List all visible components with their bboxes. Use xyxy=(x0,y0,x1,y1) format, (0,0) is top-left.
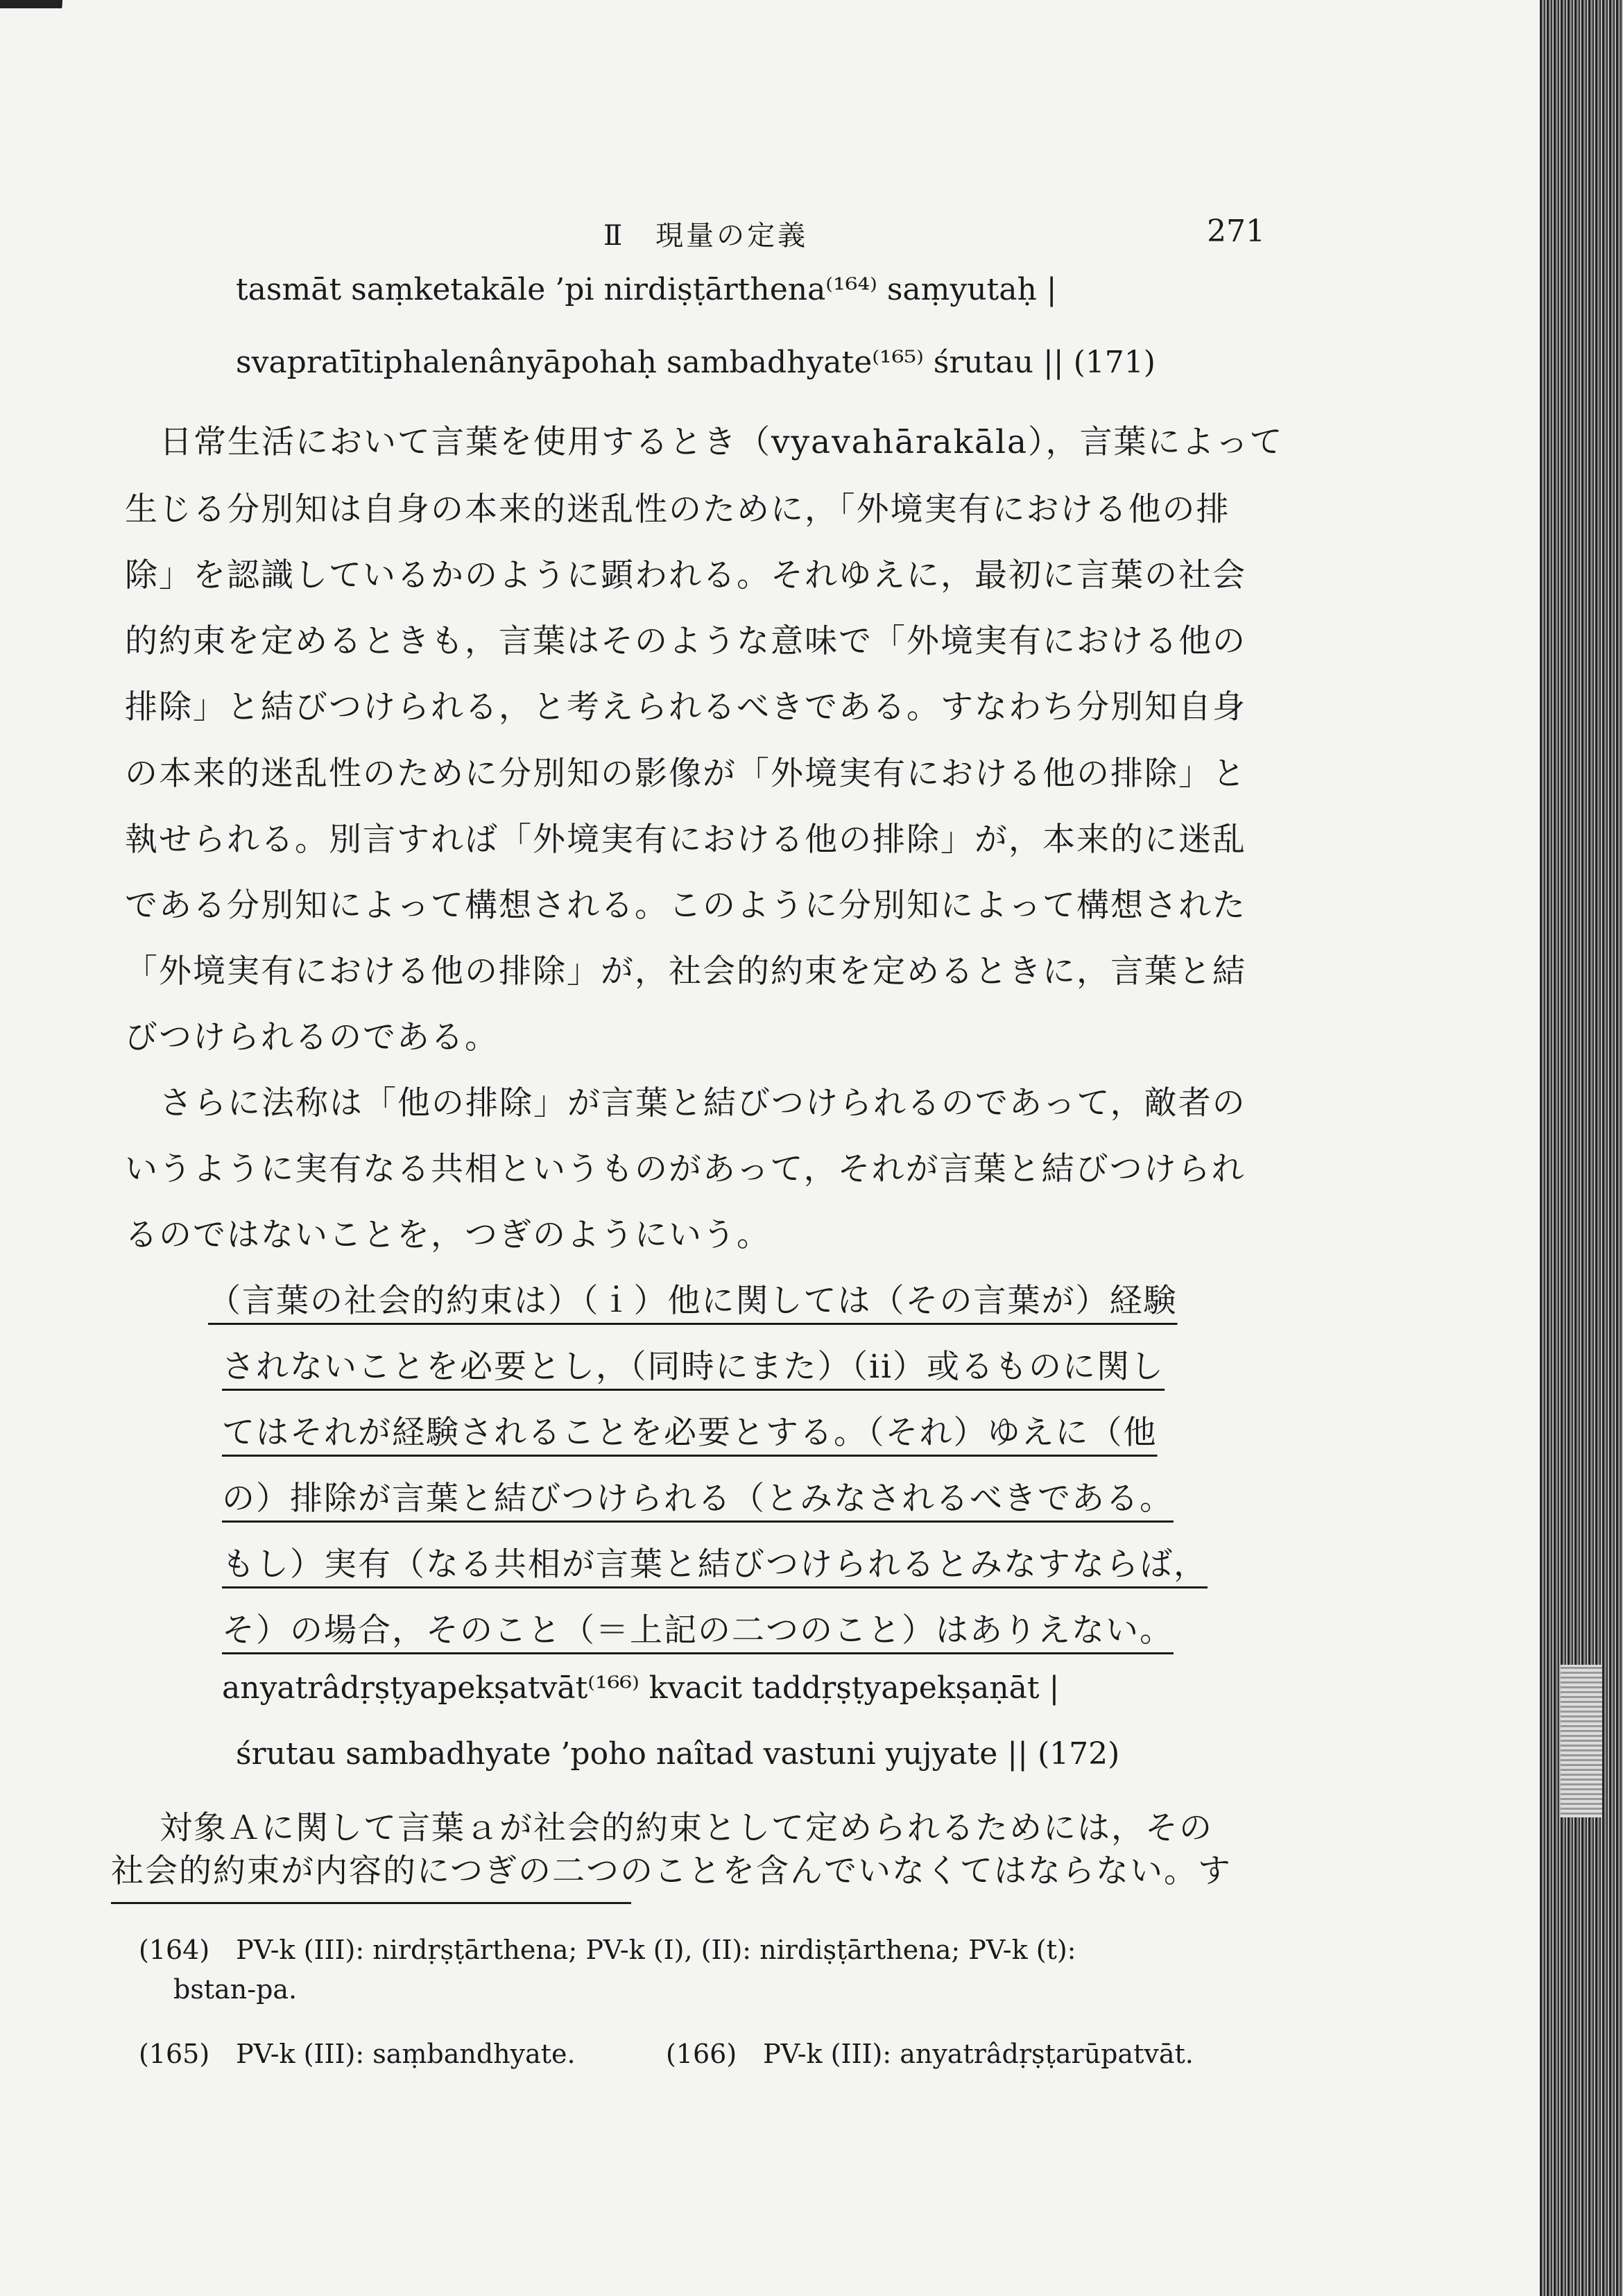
paragraph-line: びつけられるのである。 xyxy=(125,1018,499,1056)
chapter-title: Ⅱ 現量の定義 xyxy=(603,220,809,252)
quote-line: そ）の場合，そのこと（＝上記の二つのこと）はありえない。 xyxy=(222,1611,1174,1650)
paragraph-line: の本来的迷乱性のために分別知の影像が「外境実有における他の排除」と xyxy=(125,755,1246,793)
running-header xyxy=(0,214,1623,255)
paragraph-line: さらに法称は「他の排除」が言葉と結びつけられるのであって，敵者の xyxy=(160,1084,1246,1122)
paragraph-line: 排除」と結びつけられる，と考えられるべきである。すなわち分別知自身 xyxy=(125,688,1246,726)
footnote-rule xyxy=(111,1902,631,1904)
verse-172-line-1: anyatrâdṛṣṭyapekṣatvāt⁽¹⁶⁶⁾ kvacit taddṛṣṭyapekṣaṇāt | xyxy=(222,1670,1060,1706)
quote-line: てはそれが経験されることを必要とする。（それ）ゆえに（他 xyxy=(222,1414,1158,1452)
quote-line: されないことを必要とし，（同時にまた）（ii）或るものに関し xyxy=(222,1348,1165,1386)
paragraph-line: 日常生活において言葉を使用するとき（vyavahārakāla），言葉によって xyxy=(160,423,1284,461)
paragraph-line: 社会的約束が内容的につぎの二つのことを含んでいなくてはならない。す xyxy=(111,1852,1233,1890)
paragraph-line: 生じる分別知は自身の本来的迷乱性のために，「外境実有における他の排 xyxy=(125,490,1230,529)
paragraph-line: 対象Ａに関して言葉ａが社会的約束として定められるためには，その xyxy=(160,1809,1213,1847)
quote-line: の）排除が言葉と結びつけられる（とみなされるべきである。 xyxy=(222,1480,1174,1518)
paragraph-line: 的約束を定めるときも，言葉はそのような意味で「外境実有における他の xyxy=(125,622,1246,660)
footnote-165: (165) PV-k (III): saṃbandhyate. xyxy=(139,2039,576,2069)
paragraph-line: いうように実有なる共相というものがあって，それが言葉と結びつけられ xyxy=(125,1150,1246,1188)
verse-172-line-2: śrutau sambadhyate ’poho naîtad vastuni yujyate || (172) xyxy=(236,1736,1120,1772)
footnote-164-continued: bstan-pa. xyxy=(173,1974,298,2005)
page-tab-marker xyxy=(1561,1665,1602,1817)
paragraph-line: るのではないことを，つぎのようにいう。 xyxy=(125,1216,771,1254)
quote-line: （言葉の社会的約束は）（ｉ）他に関しては（その言葉が）経験 xyxy=(208,1282,1178,1320)
book-spine-edge xyxy=(1540,0,1623,2296)
paragraph-line: 「外境実有における他の排除」が，社会的約束を定めるときに，言葉と結 xyxy=(125,952,1246,991)
paragraph-line: 執せられる。別言すれば「外境実有における他の排除」が，本来的に迷乱 xyxy=(125,821,1246,859)
paragraph-line: である分別知によって構想される。このように分別知によって構想された xyxy=(125,886,1246,925)
footnote-166: (166) PV-k (III): anyatrâdṛṣṭarūpatvāt. xyxy=(666,2039,1194,2069)
quote-line: もし）実有（なる共相が言葉と結びつけられるとみなすならば， xyxy=(222,1545,1208,1584)
scan-corner-mark xyxy=(0,0,62,43)
verse-171-line-1: tasmāt saṃketakāle ’pi nirdiṣṭārthena⁽¹⁶⁴⁾ saṃyutaḥ | xyxy=(236,272,1057,307)
paragraph-line: 除」を認識しているかのように顕われる。それゆえに，最初に言葉の社会 xyxy=(125,556,1246,594)
verse-171-line-2: svapratītiphalenânyāpohaḥ sambadhyate⁽¹⁶⁵⁾ śrutau || (171) xyxy=(236,345,1156,380)
footnote-164: (164) PV-k (III): nirdṛṣṭārthena; PV-k (I), (II): nirdiṣṭārthena; PV-k (t): xyxy=(139,1935,1076,1965)
page-number: 271 xyxy=(1207,214,1265,249)
